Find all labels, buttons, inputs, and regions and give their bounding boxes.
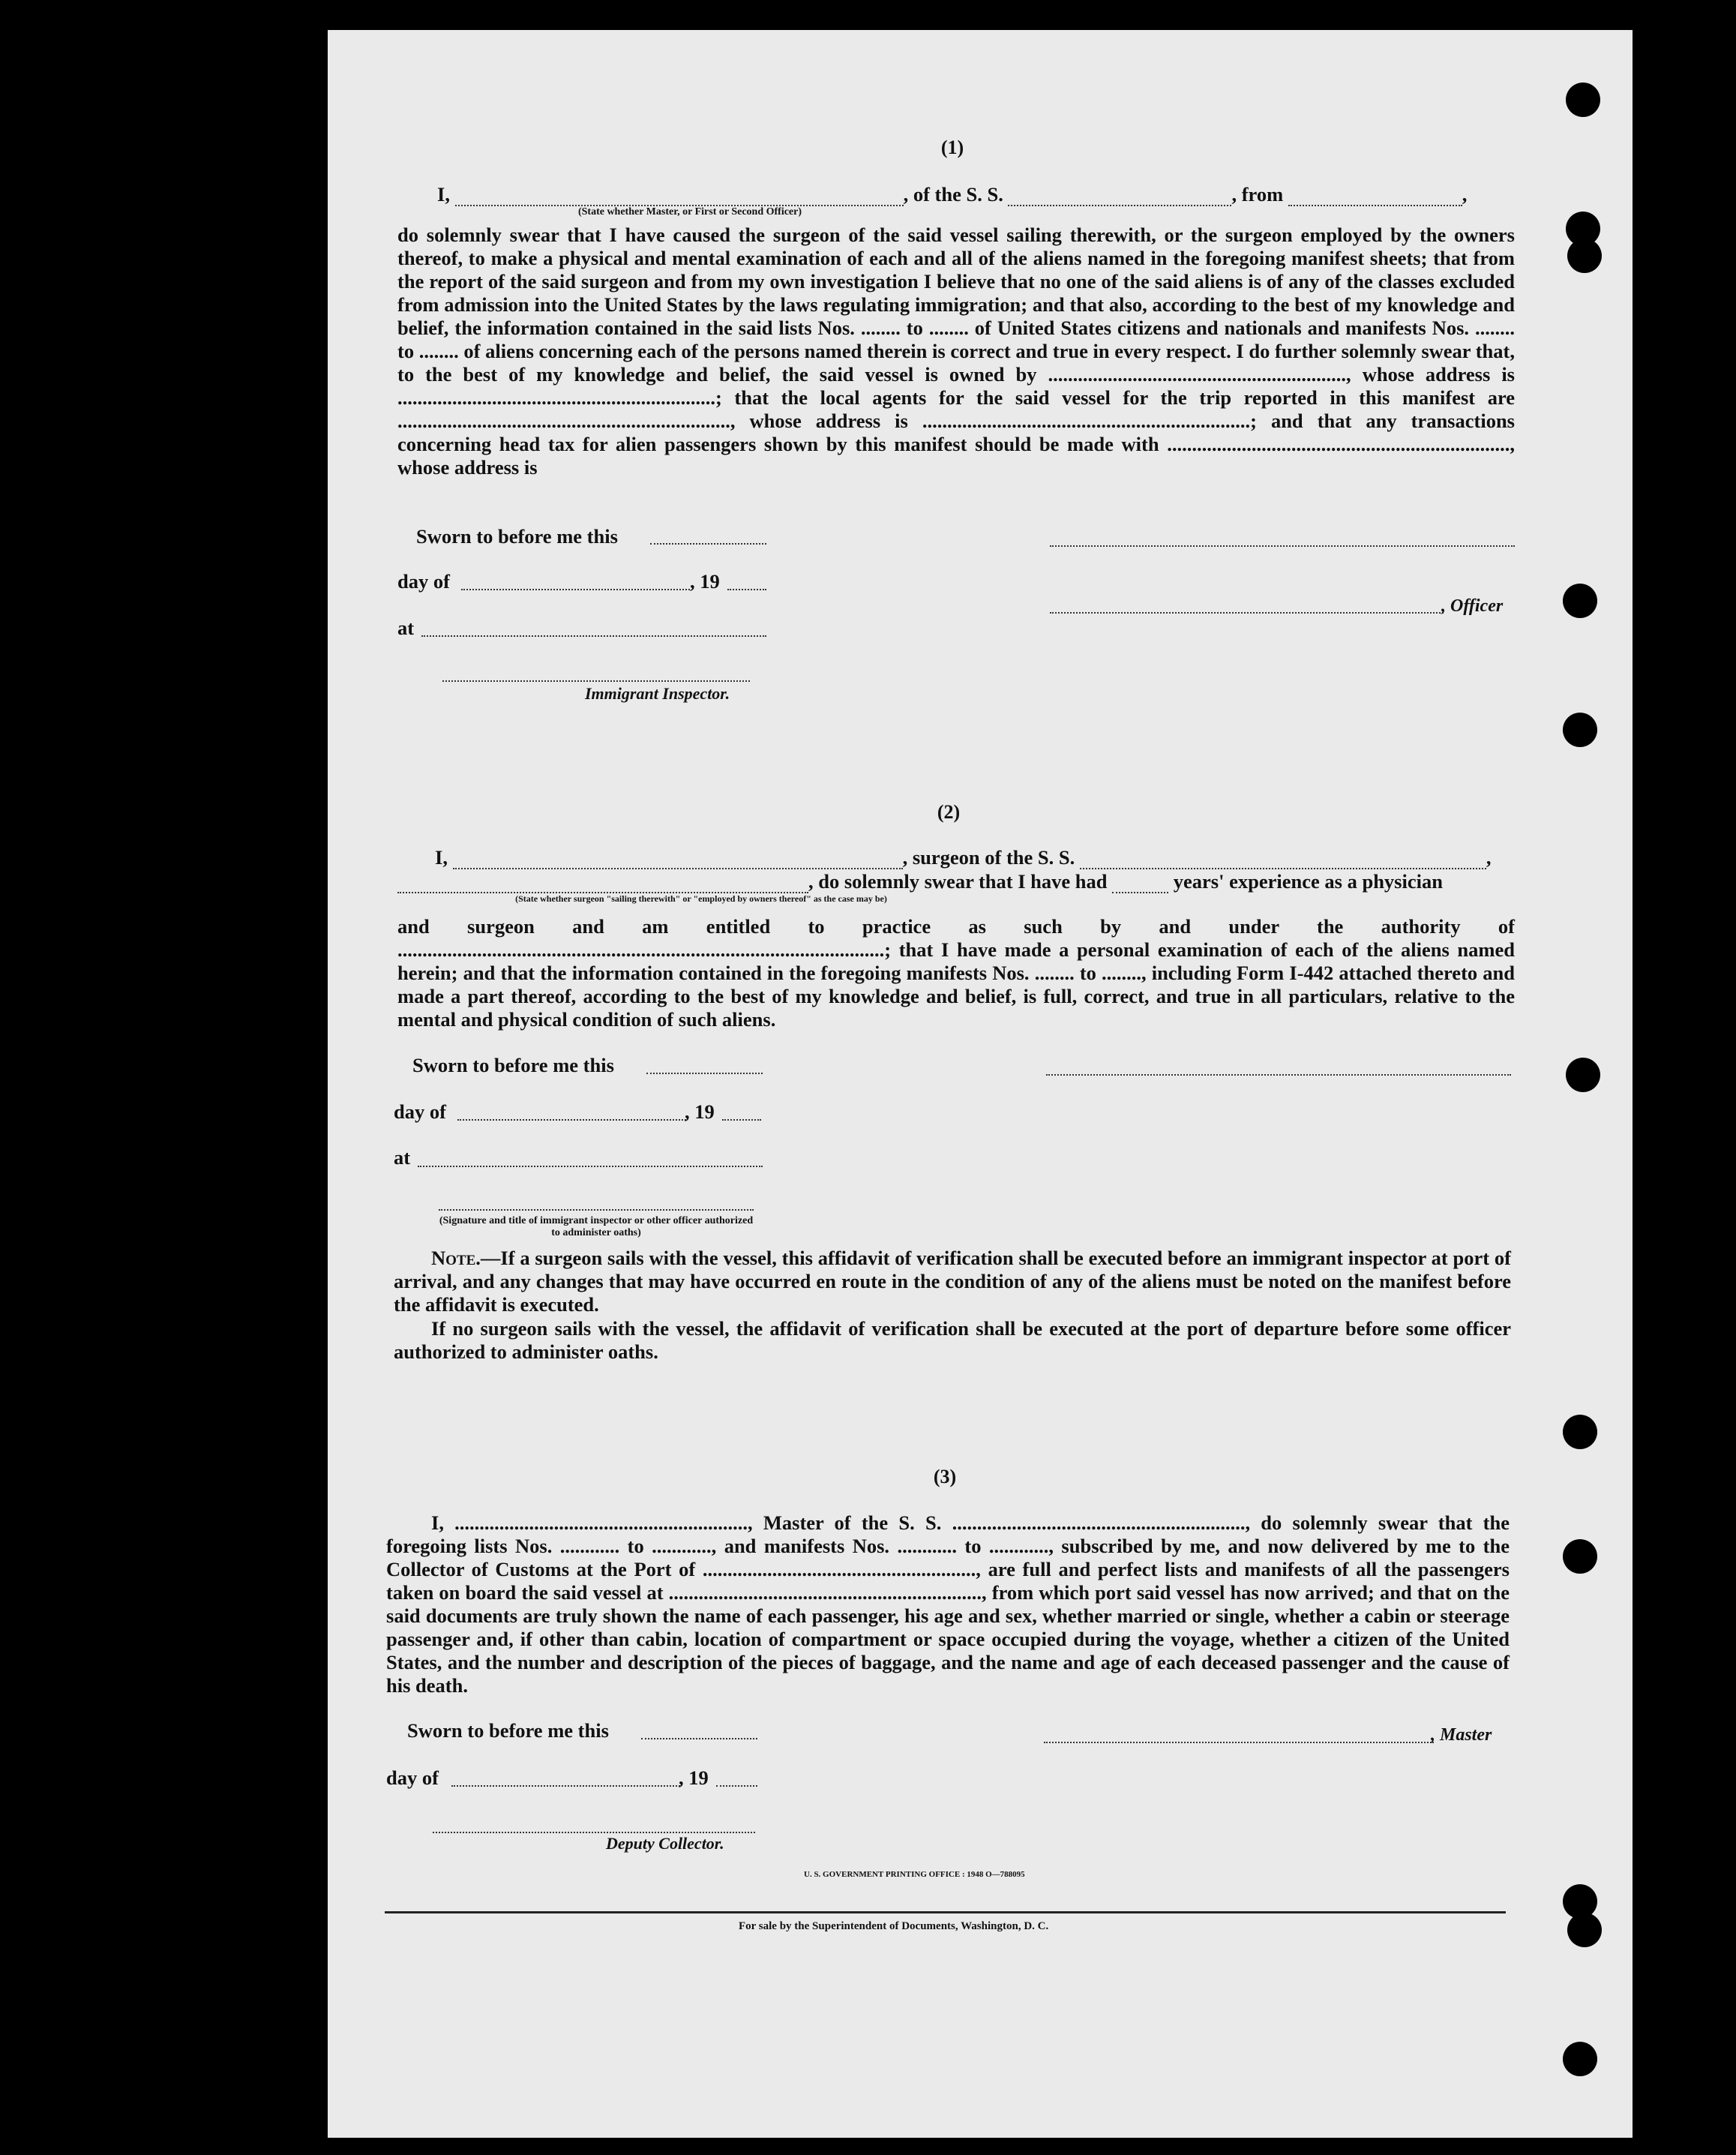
- s1-dayof: day of: [397, 570, 450, 593]
- s1-caption: (State whether Master, or First or Second Officer): [577, 206, 802, 218]
- s1-body: do solemnly swear that I have caused the surgeon of the said vessel sailing therewith, or the surgeon employed by the owners thereof, to make a physical and mental examination of each and all of the aliens named in the foregoing manifest sheets; that from the report of the said surgeon and from my own investigation I believe that no one of the said aliens is of any of the classes excluded from admission into the United States by the laws regulating immigration; and that also, according to the best of my knowledge and belief, the information contained in the said lists Nos. ........ to ........ of United States citizens and nationals and manifests Nos. ........ to ........ of aliens concerning each of the persons named therein is correct and true in every respect. I do further solemnly swear that, to the best of my knowledge and belief, the said vessel is owned by ............................................................, whose address is ................................................................; that the local agents for the said vessel for the trip reported in this manifest are ..................................................................., whose address is ..................................................................; and that any transactions concerning head tax for alien passengers shown by this manifest should be made with ....................................................................., whose address is: [397, 224, 1515, 479]
- s2-sworn: Sworn to before me this: [412, 1054, 614, 1076]
- s2-day-line[interactable]: [457, 1118, 686, 1121]
- s2-year-line[interactable]: [722, 1118, 761, 1121]
- punch-hole-8: [1563, 1539, 1597, 1574]
- s2-caption: (State whether surgeon "sailing therewith" or "employed by owners thereof" as the case may be): [515, 893, 887, 904]
- s1-at-line[interactable]: [421, 634, 766, 637]
- s1-line1: I, , of the S. S. , from ,: [437, 183, 1468, 206]
- sale-notice: For sale by the Superintendent of Documents, Washington, D. C.: [739, 1920, 1049, 1932]
- punch-hole-7: [1563, 1415, 1597, 1449]
- s2-sig-caption: (Signature and title of immigrant inspector or other officer authorized to administer oaths): [439, 1215, 754, 1238]
- s2-body: and surgeon and am entitled to practice as such by and under the authority of ..................................................................................................; that I have made a personal examination of each of the aliens named herein; and that the information contained in the foregoing manifests Nos. ........ to ........, including Form I-442 attached thereto and made a part thereof, according to the best of my knowledge and belief, is full, correct, and true in all particulars, relative to the mental and physical condition of such aliens.: [397, 915, 1515, 1031]
- s2-dayof: day of: [394, 1100, 446, 1123]
- punch-hole-3: [1567, 239, 1602, 273]
- from-port-field[interactable]: [1288, 188, 1462, 206]
- footer-rule: [385, 1911, 1506, 1913]
- s3-master-label: , Master: [1431, 1725, 1492, 1745]
- s3-deputy-line[interactable]: [433, 1830, 755, 1833]
- punch-hole-1: [1566, 83, 1600, 117]
- officer-rank-field[interactable]: [455, 188, 904, 206]
- s1-year: , 19: [690, 570, 720, 593]
- punch-hole-6: [1566, 1058, 1600, 1092]
- s2-note: Note.—If a surgeon sails with the vessel, this affidavit of verification shall be executed before an immigrant inspector at port of arrival, and any changes that may have occurred en route in the condition of any of the aliens must be noted on the manifest before the affidavit is executed.: [394, 1247, 1511, 1316]
- s1-inspector-line[interactable]: [442, 679, 750, 682]
- s1-officer-label: , Officer: [1441, 596, 1504, 616]
- note-label: Note.: [431, 1247, 481, 1269]
- s3-day-line[interactable]: [451, 1784, 680, 1787]
- s2-sig-line[interactable]: [439, 1208, 754, 1211]
- section-2-heading: (2): [937, 801, 961, 823]
- punch-hole-11: [1563, 2042, 1597, 2076]
- s1-day-line[interactable]: [461, 587, 690, 590]
- s2-sworn-line[interactable]: [646, 1071, 763, 1074]
- s2-year: , 19: [685, 1100, 715, 1123]
- punch-hole-4: [1563, 584, 1597, 618]
- s1-sworn-line[interactable]: [650, 542, 766, 545]
- s1-sworn: Sworn to before me this: [416, 525, 618, 548]
- s2-officer-sig-line[interactable]: [1046, 1073, 1511, 1076]
- punch-hole-5: [1563, 713, 1597, 747]
- s3-sworn: Sworn to before me this: [407, 1719, 609, 1742]
- surgeon-status-field[interactable]: [397, 875, 808, 893]
- s3-sworn-line[interactable]: [641, 1736, 757, 1739]
- punch-hole-10: [1567, 1913, 1602, 1947]
- s1-inspector-label: Immigrant Inspector.: [585, 684, 730, 703]
- s3-deputy-label: Deputy Collector.: [606, 1834, 724, 1853]
- s2-at: at: [394, 1146, 411, 1169]
- s2-line2: , do solemnly swear that I have had years' experience as a physician: [397, 870, 1443, 893]
- s2-line1: I, , surgeon of the S. S. ,: [435, 846, 1492, 869]
- s3-body: I, ..........................................................., Master of the S. S. ..........................................................., do solemnly swear that the foregoing lists Nos. ............ to ............, and manifests Nos. ............ to ............, subscribed by me, and now delivered by me to the Collector of Customs at the Port of ......................................................., are full and perfect lists and manifests of all the passengers taken on board the said vessel at ..............................................................., from which port said vessel has now arrived; and that on the said documents are truly shown the name of each passenger, his age and sex, whether married or single, whether a cabin or steerage passenger and, if other than cabin, location of compartment or space occupied during the voyage, whether a citizen of the United States, and the number and description of the pieces of baggage, and the name and age of each deceased passenger and the cause of his death.: [386, 1511, 1510, 1697]
- section-3-heading: (3): [933, 1466, 957, 1487]
- section-1-heading: (1): [940, 137, 964, 158]
- vessel-name-field[interactable]: [1008, 188, 1231, 206]
- s1-year-line[interactable]: [727, 587, 766, 590]
- s1-at: at: [397, 617, 415, 639]
- s3-master-sig-line[interactable]: [1044, 1740, 1434, 1743]
- gpo-imprint: U. S. GOVERNMENT PRINTING OFFICE : 1948 O—788095: [804, 1870, 1025, 1879]
- years-experience-field[interactable]: [1112, 875, 1168, 893]
- s2-vessel-field[interactable]: [1080, 851, 1486, 869]
- surgeon-name-field[interactable]: [453, 851, 903, 869]
- s1-officer-sig-line-1[interactable]: [1050, 544, 1515, 547]
- s2-note-2: If no surgeon sails with the vessel, the affidavit of verification shall be executed at the port of departure before some officer authorized to administer oaths.: [394, 1317, 1511, 1363]
- s3-dayof: day of: [386, 1766, 439, 1789]
- s2-at-line[interactable]: [418, 1164, 763, 1167]
- s3-year: , 19: [679, 1766, 709, 1789]
- s1-officer-sig-line-2[interactable]: [1050, 611, 1444, 614]
- s3-year-line[interactable]: [716, 1784, 757, 1787]
